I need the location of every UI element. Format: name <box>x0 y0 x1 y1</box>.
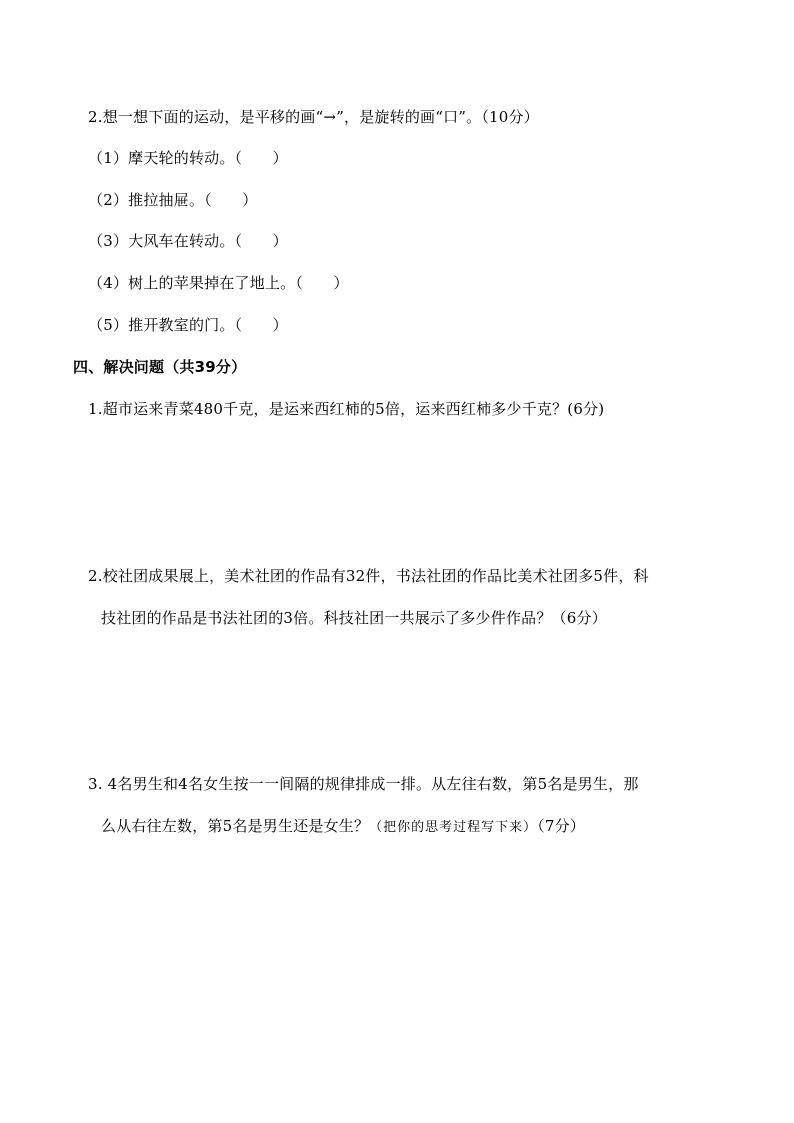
question-2-title: 2.想一想下面的运动，是平移的画“→”，是旋转的画“口”。（10分） <box>88 108 539 126</box>
question-2-item-5: （5）推开教室的门。（ ） <box>88 316 288 334</box>
problem-3-line-2 <box>101 816 585 838</box>
problem-3-line-1: 3. 4名男生和4名女生按一一间隔的规律排成一排。从左往右数，第5名是男生，那 <box>88 775 639 793</box>
question-2-item-2: （2）推拉抽屉。（ ） <box>88 191 258 209</box>
problem-1: 1.超市运来青菜480千克，是运来西红柿的5倍，运来西红柿多少千克？(6分) <box>88 400 605 418</box>
problem-2-line-1: 2.校社团成果展上，美术社团的作品有32件，书法社团的作品比美术社团多5件，科 <box>88 567 649 585</box>
problem-3-note: （把你的思考过程写下来） <box>369 820 538 835</box>
question-2-item-1: （1）摩天轮的转动。（ ） <box>88 149 288 167</box>
question-2-item-4: （4）树上的苹果掉在了地上。（ ） <box>88 274 349 292</box>
section-4-heading: 四、解决问题（共39分） <box>73 358 247 376</box>
problem-3-question: 么从右往左数，第5名是男生还是女生？ <box>101 817 370 835</box>
question-2-item-3: （3）大风车在转动。（ ） <box>88 232 288 250</box>
problem-3-score: （7分） <box>537 817 586 835</box>
problem-2-line-2: 技社团的作品是书法社团的3倍。科技社团一共展示了多少件作品？（6分） <box>101 609 607 627</box>
